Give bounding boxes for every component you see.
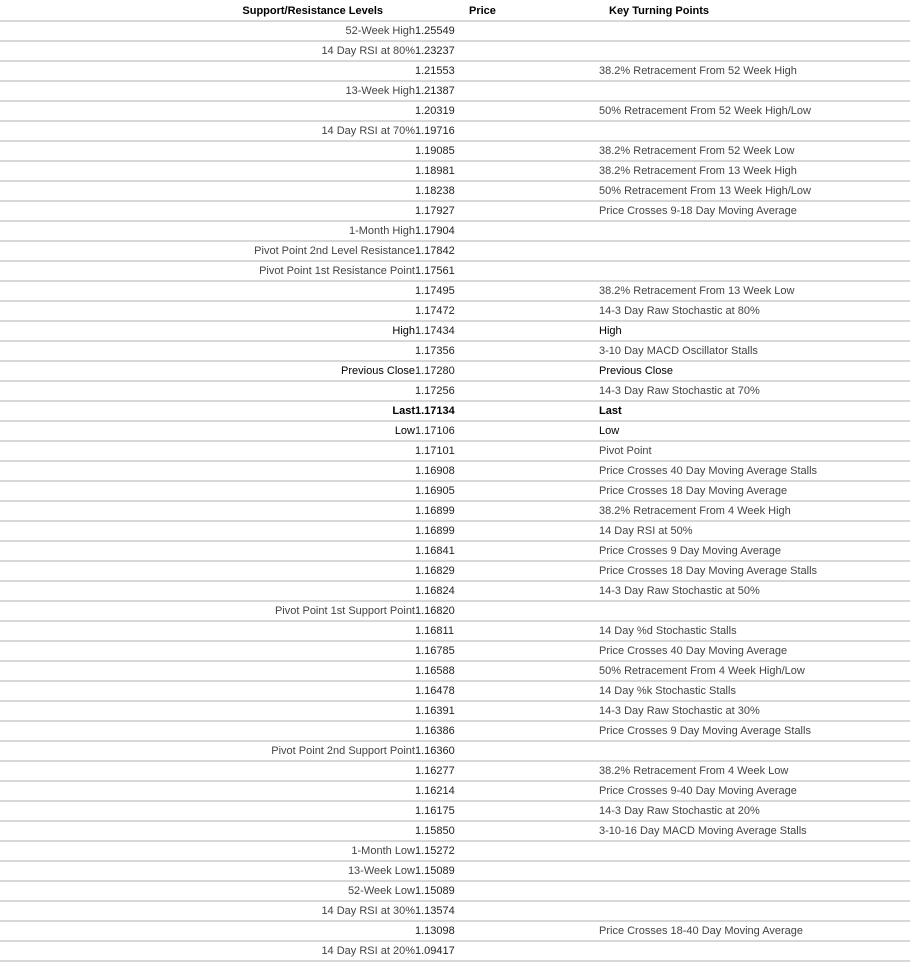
price-cell: 1.16899 [415,501,599,521]
table-row [0,121,910,141]
support-resistance-level-cell [0,921,415,941]
support-resistance-level-cell [0,181,415,201]
support-resistance-level-cell [0,581,415,601]
price-cell: 1.17904 [415,221,599,241]
key-turning-point-cell [599,881,910,901]
key-turning-point-cell: 38.2% Retracement From 52 Week Low [599,141,910,161]
table-row [0,681,910,701]
price-cell: 1.17472 [415,301,599,321]
header-price: Price [415,2,599,21]
support-resistance-level-cell: High [0,321,415,341]
table-row [0,941,910,961]
support-resistance-level-cell [0,761,415,781]
table-row [0,321,910,341]
price-cell: 1.13098 [415,921,599,941]
table-row [0,241,910,261]
support-resistance-level-cell: 13-Week High [0,81,415,101]
support-resistance-level-cell [0,441,415,461]
key-turning-point-cell [599,241,910,261]
price-cell: 1.16175 [415,801,599,821]
key-turning-point-cell: 14 Day RSI at 50% [599,521,910,541]
key-turning-point-cell: 50% Retracement From 4 Week High/Low [599,661,910,681]
table-row [0,21,910,41]
support-resistance-level-cell [0,281,415,301]
table-row [0,921,910,941]
support-resistance-level-cell [0,541,415,561]
support-resistance-level-cell [0,501,415,521]
support-resistance-level-cell: 52-Week High [0,21,415,41]
price-cell: 1.25549 [415,21,599,41]
key-turning-point-cell: Low [599,421,910,441]
key-turning-point-cell [599,901,910,921]
key-turning-point-cell: 3-10-16 Day MACD Moving Average Stalls [599,821,910,841]
support-resistance-level-cell: 52-Week Low [0,881,415,901]
price-cell: 1.16386 [415,721,599,741]
key-turning-point-cell: 14 Day %d Stochastic Stalls [599,621,910,641]
key-turning-point-cell: High [599,321,910,341]
price-cell: 1.16908 [415,461,599,481]
support-resistance-level-cell [0,301,415,321]
table-row [0,841,910,861]
key-turning-point-cell: 38.2% Retracement From 4 Week High [599,501,910,521]
support-resistance-level-cell [0,661,415,681]
key-turning-point-cell: Price Crosses 9 Day Moving Average [599,541,910,561]
price-cell: 1.23237 [415,41,599,61]
price-cell: 1.16391 [415,701,599,721]
price-cell: 1.16841 [415,541,599,561]
table-row [0,741,910,761]
support-resistance-level-cell [0,801,415,821]
price-cell: 1.21387 [415,81,599,101]
table-row [0,641,910,661]
table-row [0,761,910,781]
table-row [0,221,910,241]
price-cell: 1.18981 [415,161,599,181]
support-resistance-level-cell [0,681,415,701]
support-resistance-table [0,2,910,962]
support-resistance-level-cell [0,481,415,501]
price-cell: 1.17134 [415,401,599,421]
price-cell: 1.15089 [415,881,599,901]
key-turning-point-cell: 50% Retracement From 13 Week High/Low [599,181,910,201]
table-body [0,21,910,961]
price-cell: 1.16899 [415,521,599,541]
key-turning-point-cell: Pivot Point [599,441,910,461]
table-row [0,341,910,361]
price-cell: 1.16478 [415,681,599,701]
price-cell: 1.15850 [415,821,599,841]
table-row [0,561,910,581]
key-turning-point-cell: 14-3 Day Raw Stochastic at 80% [599,301,910,321]
key-turning-point-cell: 38.2% Retracement From 13 Week High [599,161,910,181]
table-row [0,581,910,601]
price-cell: 1.15089 [415,861,599,881]
price-cell: 1.17106 [415,421,599,441]
price-cell: 1.09417 [415,941,599,961]
table-row [0,481,910,501]
price-cell: 1.17927 [415,201,599,221]
key-turning-point-cell [599,741,910,761]
price-cell: 1.16214 [415,781,599,801]
price-cell: 1.16824 [415,581,599,601]
support-resistance-level-cell: Pivot Point 1st Resistance Point [0,261,415,281]
support-resistance-level-cell: 14 Day RSI at 30% [0,901,415,921]
table-row [0,261,910,281]
table-row [0,781,910,801]
key-turning-point-cell: 14-3 Day Raw Stochastic at 50% [599,581,910,601]
table-row [0,661,910,681]
support-resistance-level-cell: Pivot Point 2nd Support Point [0,741,415,761]
support-resistance-level-cell: 1-Month Low [0,841,415,861]
price-cell: 1.16785 [415,641,599,661]
key-turning-point-cell [599,941,910,961]
key-turning-point-cell: Price Crosses 40 Day Moving Average Stalls [599,461,910,481]
table-row [0,161,910,181]
table-row [0,81,910,101]
key-turning-point-cell: 50% Retracement From 52 Week High/Low [599,101,910,121]
support-resistance-level-cell [0,701,415,721]
price-cell: 1.16811 [415,621,599,641]
support-resistance-level-cell [0,781,415,801]
table-row [0,101,910,121]
table-row [0,381,910,401]
support-resistance-level-cell [0,61,415,81]
key-turning-point-cell [599,41,910,61]
price-cell: 1.19716 [415,121,599,141]
support-resistance-level-cell [0,161,415,181]
header-support-resistance-levels: Support/Resistance Levels [0,2,415,21]
key-turning-point-cell: Price Crosses 9-40 Day Moving Average [599,781,910,801]
key-turning-point-cell: Previous Close [599,361,910,381]
price-cell: 1.18238 [415,181,599,201]
key-turning-point-cell [599,21,910,41]
table-row [0,461,910,481]
support-resistance-level-cell: Pivot Point 2nd Level Resistance [0,241,415,261]
key-turning-point-cell: Price Crosses 18 Day Moving Average [599,481,910,501]
key-turning-point-cell [599,121,910,141]
table-row [0,601,910,621]
table-row [0,621,910,641]
table-row [0,141,910,161]
price-cell: 1.13574 [415,901,599,921]
support-resistance-level-cell: Last [0,401,415,421]
table-row [0,541,910,561]
support-resistance-level-cell: Previous Close [0,361,415,381]
table-row [0,501,910,521]
key-turning-point-cell: 14 Day %k Stochastic Stalls [599,681,910,701]
support-resistance-level-cell: 1-Month High [0,221,415,241]
table-row [0,901,910,921]
support-resistance-level-cell [0,521,415,541]
key-turning-point-cell [599,221,910,241]
key-turning-point-cell: 14-3 Day Raw Stochastic at 20% [599,801,910,821]
support-resistance-level-cell [0,341,415,361]
support-resistance-level-cell [0,141,415,161]
support-resistance-level-cell: 14 Day RSI at 80% [0,41,415,61]
table-row [0,821,910,841]
table-row [0,861,910,881]
key-turning-point-cell: Price Crosses 9 Day Moving Average Stalls [599,721,910,741]
key-turning-point-cell: 14-3 Day Raw Stochastic at 70% [599,381,910,401]
price-cell: 1.17256 [415,381,599,401]
key-turning-point-cell: 3-10 Day MACD Oscillator Stalls [599,341,910,361]
support-resistance-level-cell: Pivot Point 1st Support Point [0,601,415,621]
table-row [0,701,910,721]
key-turning-point-cell: 38.2% Retracement From 4 Week Low [599,761,910,781]
table-row [0,881,910,901]
key-turning-point-cell: Price Crosses 18-40 Day Moving Average [599,921,910,941]
support-resistance-level-cell [0,101,415,121]
header-key-turning-points: Key Turning Points [599,2,910,21]
price-cell: 1.20319 [415,101,599,121]
price-cell: 1.17495 [415,281,599,301]
price-cell: 1.19085 [415,141,599,161]
key-turning-point-cell [599,861,910,881]
price-cell: 1.16360 [415,741,599,761]
key-turning-point-cell [599,841,910,861]
table-header-row [0,2,910,21]
table-row [0,441,910,461]
table-row [0,521,910,541]
price-cell: 1.17280 [415,361,599,381]
price-cell: 1.16588 [415,661,599,681]
key-turning-point-cell [599,81,910,101]
price-cell: 1.15272 [415,841,599,861]
key-turning-point-cell: 14-3 Day Raw Stochastic at 30% [599,701,910,721]
price-cell: 1.17561 [415,261,599,281]
table-row [0,421,910,441]
price-cell: 1.16829 [415,561,599,581]
key-turning-point-cell: Last [599,401,910,421]
key-turning-point-cell: 38.2% Retracement From 52 Week High [599,61,910,81]
key-turning-point-cell: Price Crosses 40 Day Moving Average [599,641,910,661]
price-cell: 1.21553 [415,61,599,81]
table-row [0,721,910,741]
table-row [0,801,910,821]
support-resistance-level-cell [0,721,415,741]
support-resistance-level-cell: 13-Week Low [0,861,415,881]
table-row [0,401,910,421]
table-row [0,181,910,201]
price-cell: 1.17356 [415,341,599,361]
support-resistance-level-cell: Low [0,421,415,441]
key-turning-point-cell: Price Crosses 9-18 Day Moving Average [599,201,910,221]
support-resistance-level-cell [0,821,415,841]
table-row [0,61,910,81]
support-resistance-level-cell: 14 Day RSI at 20% [0,941,415,961]
support-resistance-level-cell [0,561,415,581]
price-cell: 1.17434 [415,321,599,341]
table-row [0,281,910,301]
key-turning-point-cell: Price Crosses 18 Day Moving Average Stalls [599,561,910,581]
price-cell: 1.17842 [415,241,599,261]
support-resistance-level-cell [0,461,415,481]
price-cell: 1.17101 [415,441,599,461]
price-cell: 1.16277 [415,761,599,781]
support-resistance-level-cell [0,641,415,661]
price-cell: 1.16905 [415,481,599,501]
support-resistance-level-cell: 14 Day RSI at 70% [0,121,415,141]
table-row [0,361,910,381]
table-row [0,201,910,221]
support-resistance-level-cell [0,621,415,641]
key-turning-point-cell [599,601,910,621]
key-turning-point-cell [599,261,910,281]
support-resistance-level-cell [0,201,415,221]
price-cell: 1.16820 [415,601,599,621]
key-turning-point-cell: 38.2% Retracement From 13 Week Low [599,281,910,301]
support-resistance-level-cell [0,381,415,401]
table-row [0,301,910,321]
table-row [0,41,910,61]
